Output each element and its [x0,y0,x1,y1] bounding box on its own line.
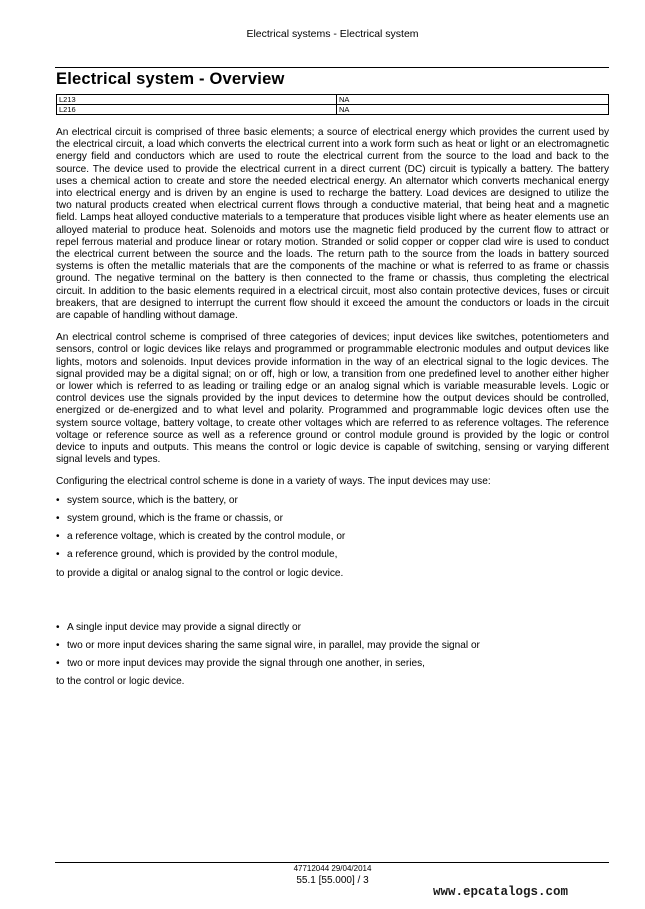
config-value-cell: NA [337,95,609,105]
paragraph-circuit-basics: An electrical circuit is comprised of three basic elements; a source of electrical energy which provides the current used by the electrical circuit, a load which converts the electrical current into a work form such as heat or light or an electromagnetic energy field and conductors which are used to route the electrical current from the source to the load and back to the source. The device used to provide the electrical current in a direct current (DC) circuit is typically a battery. The battery uses a chemical action to create and store the needed electrical energy. An alternator which converts mechanical energy into electrical energy and is driven by an engine is used to recharge the battery. Load devices are designed to utilize the two natural products created when electrical current flows through a conductive material, that being heat and a magnetic field. Lamps heat alloyed conductive materials to a temperature that produces visible light where as heater elements use an alloyed material to produce heat. Solenoids and motors use the magnetic field produced by the current flow to attract or repel ferrous material and produce linear or rotary motion. Stranded or solid copper or copper clad wire is used to conduct the electrical current between the source and the loads. The return path to the source from the loads in battery sourced systems is often the metallic materials that are the components of the machine or what is referred to as frame or chassis ground. The negative terminal on the battery is then connected to the frame or chassis, thus completing the electrical circuit. In addition to the basic elements required in a electrical circuit, most also contain protective devices, fuses or circuit breakers, that are designed to interrupt the current flow should it exceed the amount the conductors or loads in the circuit are capable of handling without damage. [56,127,609,322]
list-item: • a reference voltage, which is created by the control module, or [56,531,609,543]
footer-doc-code: 47712044 29/04/2014 [293,864,372,873]
running-header: Electrical systems - Electrical system [246,28,419,40]
config-table [56,94,609,115]
list-item: • system source, which is the battery, or [56,495,609,507]
config-value-cell: NA [337,105,609,115]
paragraph-control-scheme: An electrical control scheme is comprised of three categories of devices; input devices like switches, potentiometers and sensors, control or logic devices like relays and programmed or programmable electronic modules and output devices like lights, motors and solenoids. Input devices provide information in the way of an electrical signal to the logic devices. The signal provided may be a digital signal; on or off, high or low, a transition from one predefined level to another either higher or lower which is referred to as leading or trailing edge or an analog signal which is variable measurable levels. Logic or control devices use the signals provided by the input devices to determine how the output devices should be controlled, energized or de-energized and to what level and polarity. Programmed and programmable logic devices often use the system source voltage, battery voltage, to create other voltages which are referred to as reference voltages. The reference voltage or reference source as well as a reference ground or control module ground is provided by the logic or control device to inputs and outputs. This means the control or logic device is capable of switching, sensing or varying different signal levels and types. [56,332,609,466]
list-item: • A single input device may provide a signal directly or [56,622,609,634]
page-title: Electrical system - Overview [56,70,285,88]
list-item: • system ground, which is the frame or chassis, or [56,513,609,525]
config-code-cell: L213 [57,95,337,105]
list-item: • two or more input devices may provide the signal through one another, in series, [56,658,609,670]
config-code-cell: L216 [57,105,337,115]
table-row [57,95,609,105]
title-rule [55,67,609,68]
spacer [56,590,609,622]
input-wiring-list [56,622,609,671]
footer-rule [55,862,609,863]
footer-page-ref: 55.1 [55.000] / 3 [296,875,369,886]
table-row [57,105,609,115]
list-item: • a reference ground, which is provided by the control module, [56,549,609,561]
paragraph-after-list2: to the control or logic device. [56,676,185,688]
list-item: • two or more input devices sharing the same signal wire, in parallel, may provide the signal or [56,640,609,652]
body-text [56,127,609,699]
paragraph-configuring: Configuring the electrical control scheme is done in a variety of ways. The input devices may use: [56,476,491,488]
paragraph-after-list1: to provide a digital or analog signal to the control or logic device. [56,567,344,579]
input-source-list [56,495,609,562]
watermark-text: www.epcatalogs.com [433,885,569,899]
